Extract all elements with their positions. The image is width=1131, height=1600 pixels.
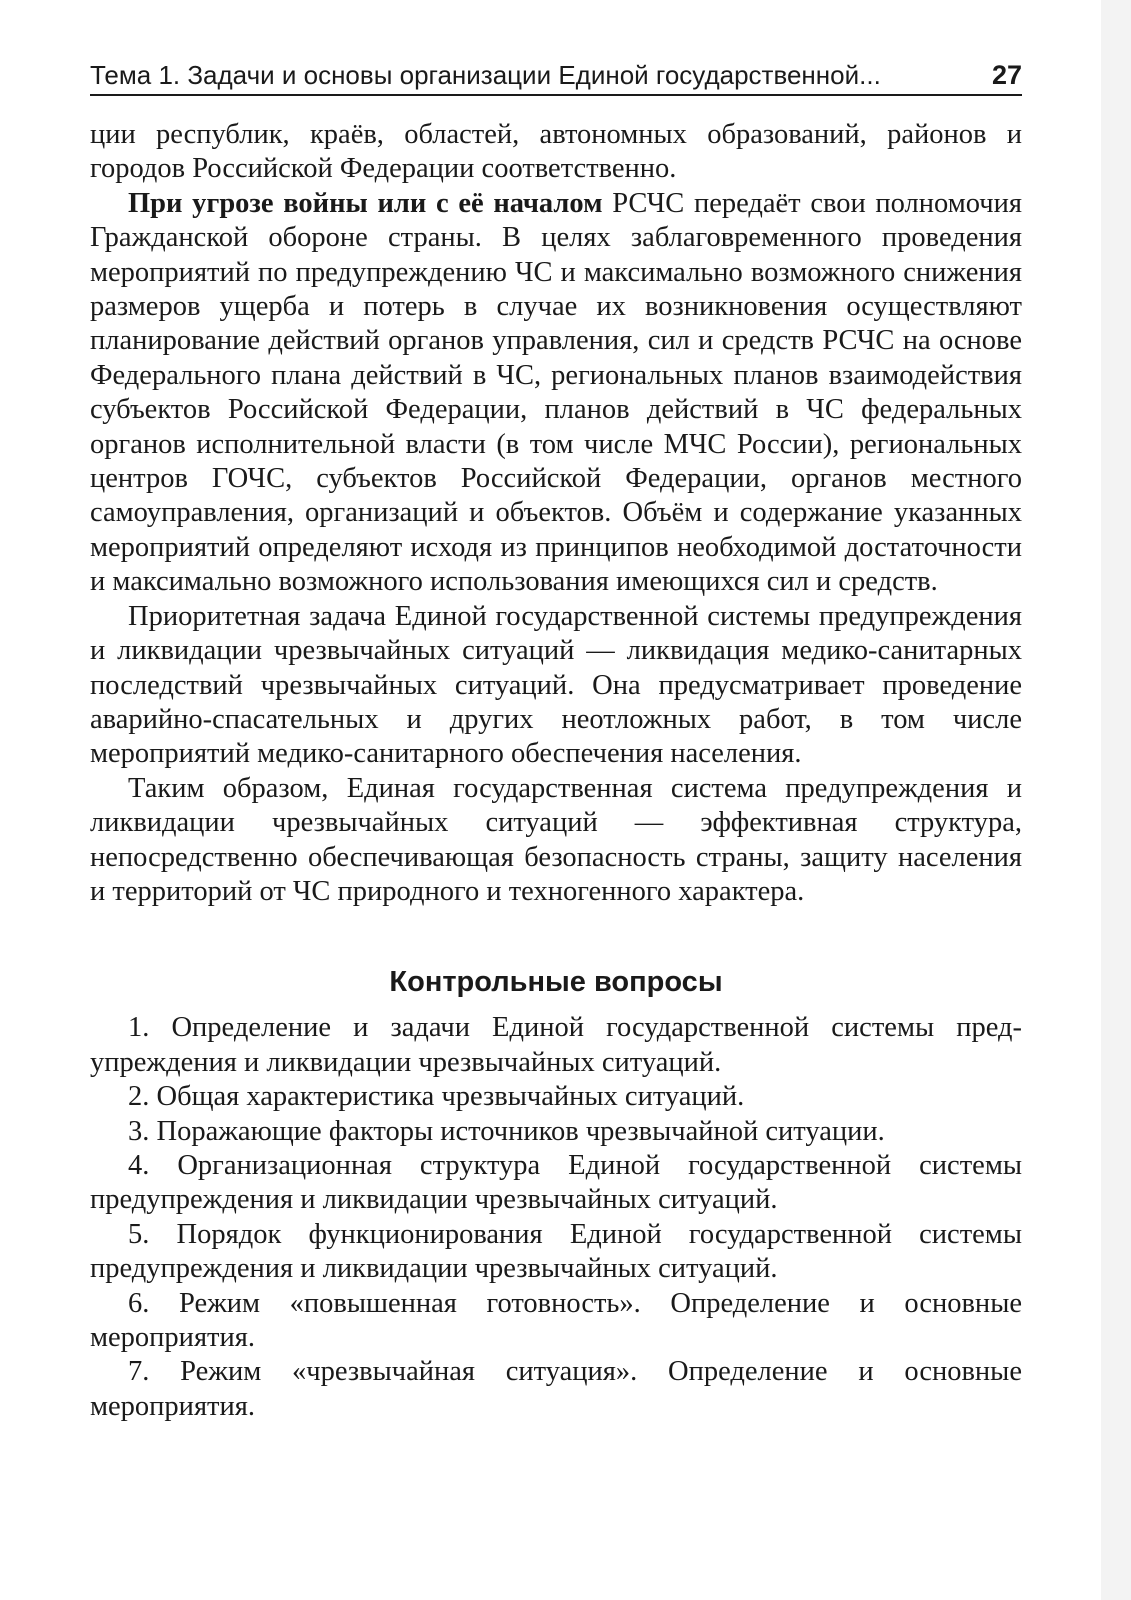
question-item: 1. Определение и задачи Единой государственной системы предупреждения и ликвидации чрезвычайных ситуаций. — [90, 1012, 1022, 1078]
question-item: 4. Организационная структура Единой государственной системы предупреждения и ликвидации чрезвычайных ситуаций. — [90, 1149, 1022, 1216]
section-title-review-questions: Контрольные вопросы — [389, 966, 723, 999]
question-item: 6. Режим «повышенная готовность». Определение и основные мероприятия. — [90, 1287, 1022, 1353]
book-page — [90, 60, 1022, 1424]
page-number: 27 — [991, 60, 1022, 90]
main-text — [90, 118, 1022, 909]
paragraph-war-threat — [90, 187, 1022, 600]
review-questions-list — [90, 1011, 1022, 1424]
paragraph-continuation: ции республик, краёв, областей, автономных образований, районов и городов Российской Федерации соответственно. — [90, 119, 1022, 185]
running-header — [90, 60, 1022, 96]
question-item: 7. Режим «чрезвычайная ситуация». Определение и основные мероприятия. — [90, 1356, 1022, 1422]
page-edge-shadow — [1101, 0, 1131, 1600]
question-item: 5. Порядок функционирования Единой государственной системы предупреждения и ликвидации чрезвычайных ситуаций. — [90, 1218, 1022, 1285]
paragraph-conclusion: Таким образом, Единая государственная система предупреждения и ликвидации чрезвычайных ситуаций — эффективная структура, непосредственно обеспечивающая безопасность страны, защиту населения и территорий от ЧС природного и техногенного характера. — [90, 772, 1022, 907]
running-title: Тема 1. Задачи и основы организации Единой государственной... — [90, 60, 881, 90]
question-item: 2. Общая характеристика чрезвычайных ситуаций. — [128, 1081, 745, 1113]
paragraph-war-threat-text: РСЧС передаёт свои полномочия Гражданской обороне страны. В целях заблаговременного проведения мероприятий по предупреждению ЧС и максимально возможного снижения размеров ущерба и потерь в случае их возникновения осуществляют планирование действий органов управления, сил и средств РСЧС на основе Федерального плана действий в ЧС, региональных планов взаимодействия субъектов Российской Федерации, планов действий в ЧС федеральных органов исполнительной власти (в том числе МЧС России), региональных центров ГОЧС, субъектов Российской Федерации, органов местного самоуправления, организаций и объектов. Объём и содержание указанных мероприятий определяют исходя из принципов необходимой достаточности и максимально возможного использования имеющихся сил и средств. — [90, 187, 1022, 598]
bold-lead-phrase: При угрозе войны или с её началом — [128, 187, 603, 219]
paragraph-priority-task: Приоритетная задача Единой государственной системы предупреждения и ликвидации чрезвычайных ситуаций — ликвидация медико-санитарных последствий чрезвычайных ситуаций. Она предусматривает проведение аварийно-спасательных и других неотложных работ, в том числе мероприятий медико-санитарного обеспечения населения. — [90, 600, 1022, 770]
question-item: 3. Поражающие факторы источников чрезвычайной ситуации. — [128, 1115, 885, 1147]
